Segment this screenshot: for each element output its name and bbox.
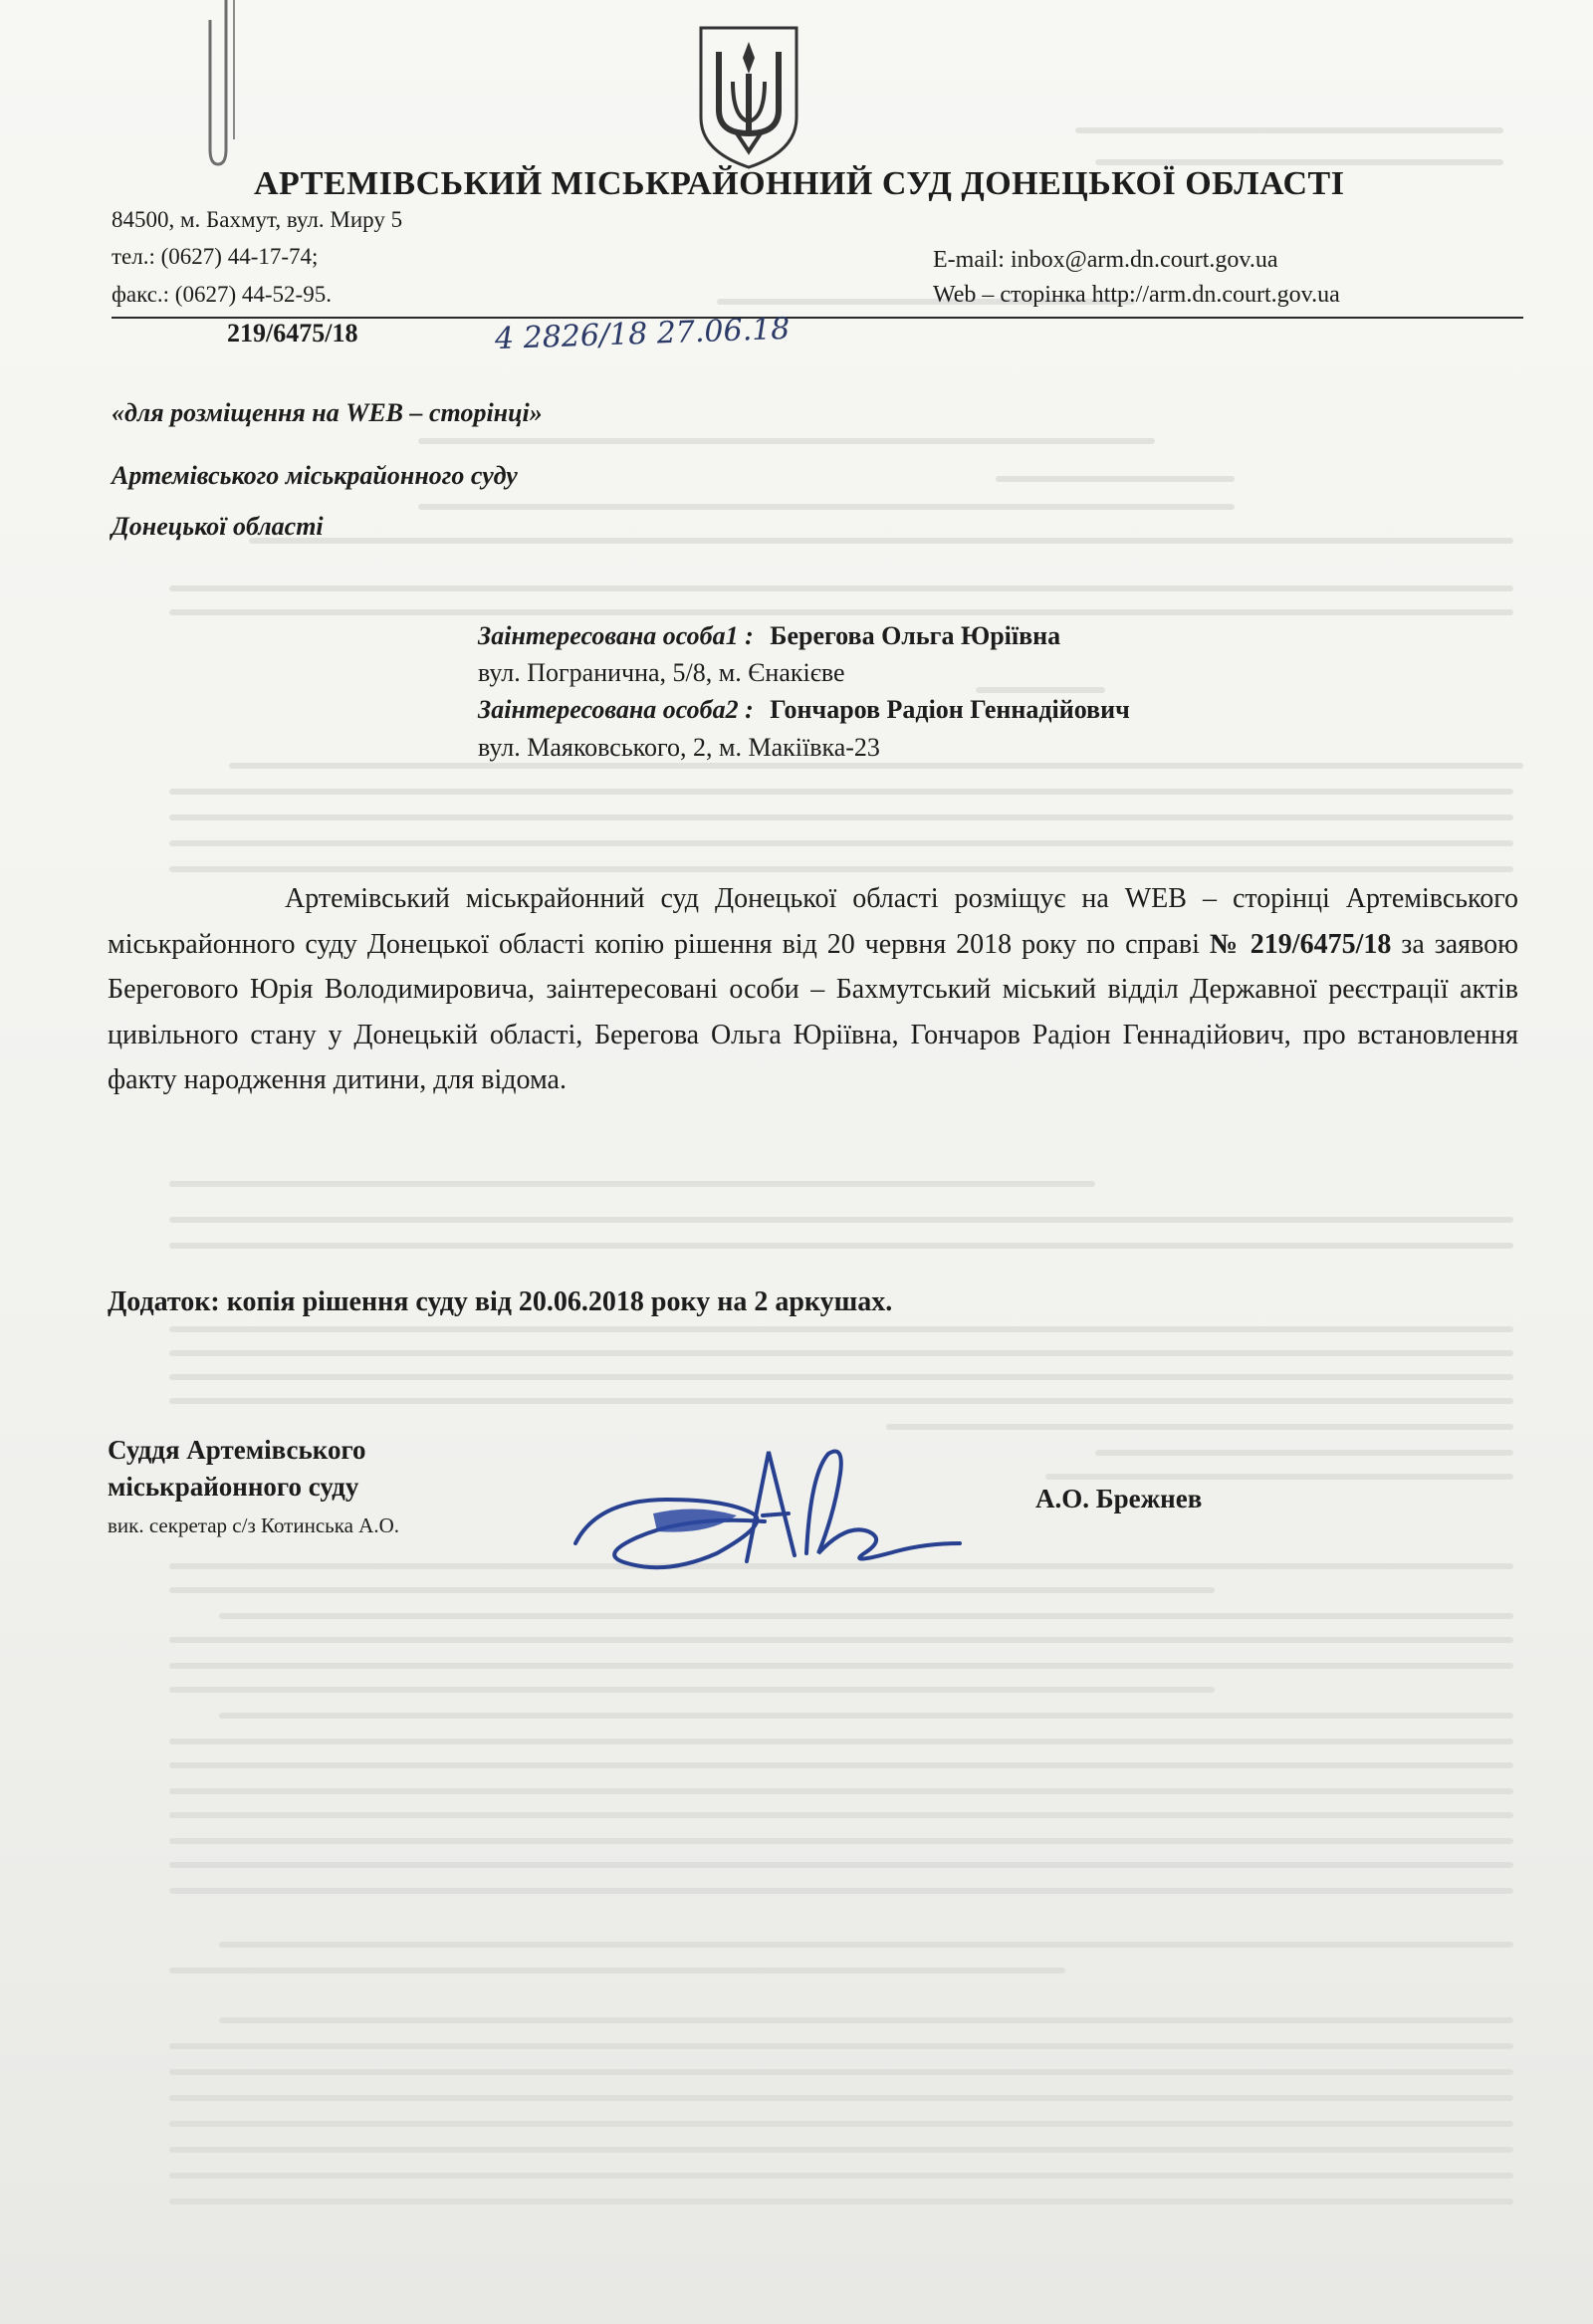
court-email: E-mail: inbox@arm.dn.court.gov.ua [933,247,1278,273]
case-number: 219/6475/18 [227,319,358,348]
web-note-line-2: Артемівського міськрайонного суду [112,461,518,490]
body-part-1: Артемівський міськрайонний суд Донецької області розміщує на WEB – сторінці Артемівського міськрайонного суду Донецької області копію рішення від 20 червня 2018 року по справі [108,883,1518,960]
party-2 [478,695,1130,725]
secretary-note: вик. секретар с/з Котинська А.О. [108,1513,400,1537]
web-note-line-3: Донецької області [112,512,324,541]
coat-of-arms-icon [695,22,802,171]
body-case-reference: № 219/6475/18 [1209,928,1392,960]
court-website: Web – сторінка http://arm.dn.court.gov.ua [933,282,1340,308]
party-2-role: Заінтересована особа2 : [478,695,754,724]
letter-body [108,876,1518,1103]
party-2-name: Гончаров Радіон Геннадійович [770,695,1130,724]
handwritten-registration: 4 2826/18 27.06.18 [494,311,791,357]
court-phone: тел.: (0627) 44-17-74; [112,244,319,269]
party-1 [478,621,1060,651]
body-part-2: за заявою Берегового Юрія Володимировича, заінтересовані особи – Бахмутський міський відділ Державної реєстрації актів цивільного стану у Донецькій області, Берегова Ольга Юріївна, Гончаров Радіон Геннадійович, про встановлення факту народження дитини, для відома. [108,928,1519,1095]
party-1-role: Заінтересована особа1 : [478,621,754,650]
judge-name: А.О. Брежнев [1035,1484,1203,1513]
court-fax: факс.: (0627) 44-52-95. [112,282,332,307]
web-note-line-1: «для розміщення на WEB – сторінці» [112,398,543,427]
court-address: 84500, м. Бахмут, вул. Миру 5 [112,207,403,232]
annex-note: Додаток: копія рішення суду від 20.06.2018 року на 2 аркушах. [108,1286,893,1317]
party-1-name: Берегова Ольга Юріївна [770,621,1061,650]
paperclip-icon [204,0,244,169]
party-1-address: вул. Погранична, 5/8, м. Єнакієве [478,658,845,687]
signature-title-line-2: міськрайонного суду [108,1472,359,1502]
party-2-address: вул. Маяковського, 2, м. Макіївка-23 [478,733,880,762]
court-title: АРТЕМІВСЬКИЙ МІСЬКРАЙОННИЙ СУД ДОНЕЦЬКОЇ ОБЛАСТІ [254,165,1345,202]
handwritten-signature-icon [558,1404,976,1593]
signature-title-line-1: Суддя Артемівського [108,1435,366,1465]
